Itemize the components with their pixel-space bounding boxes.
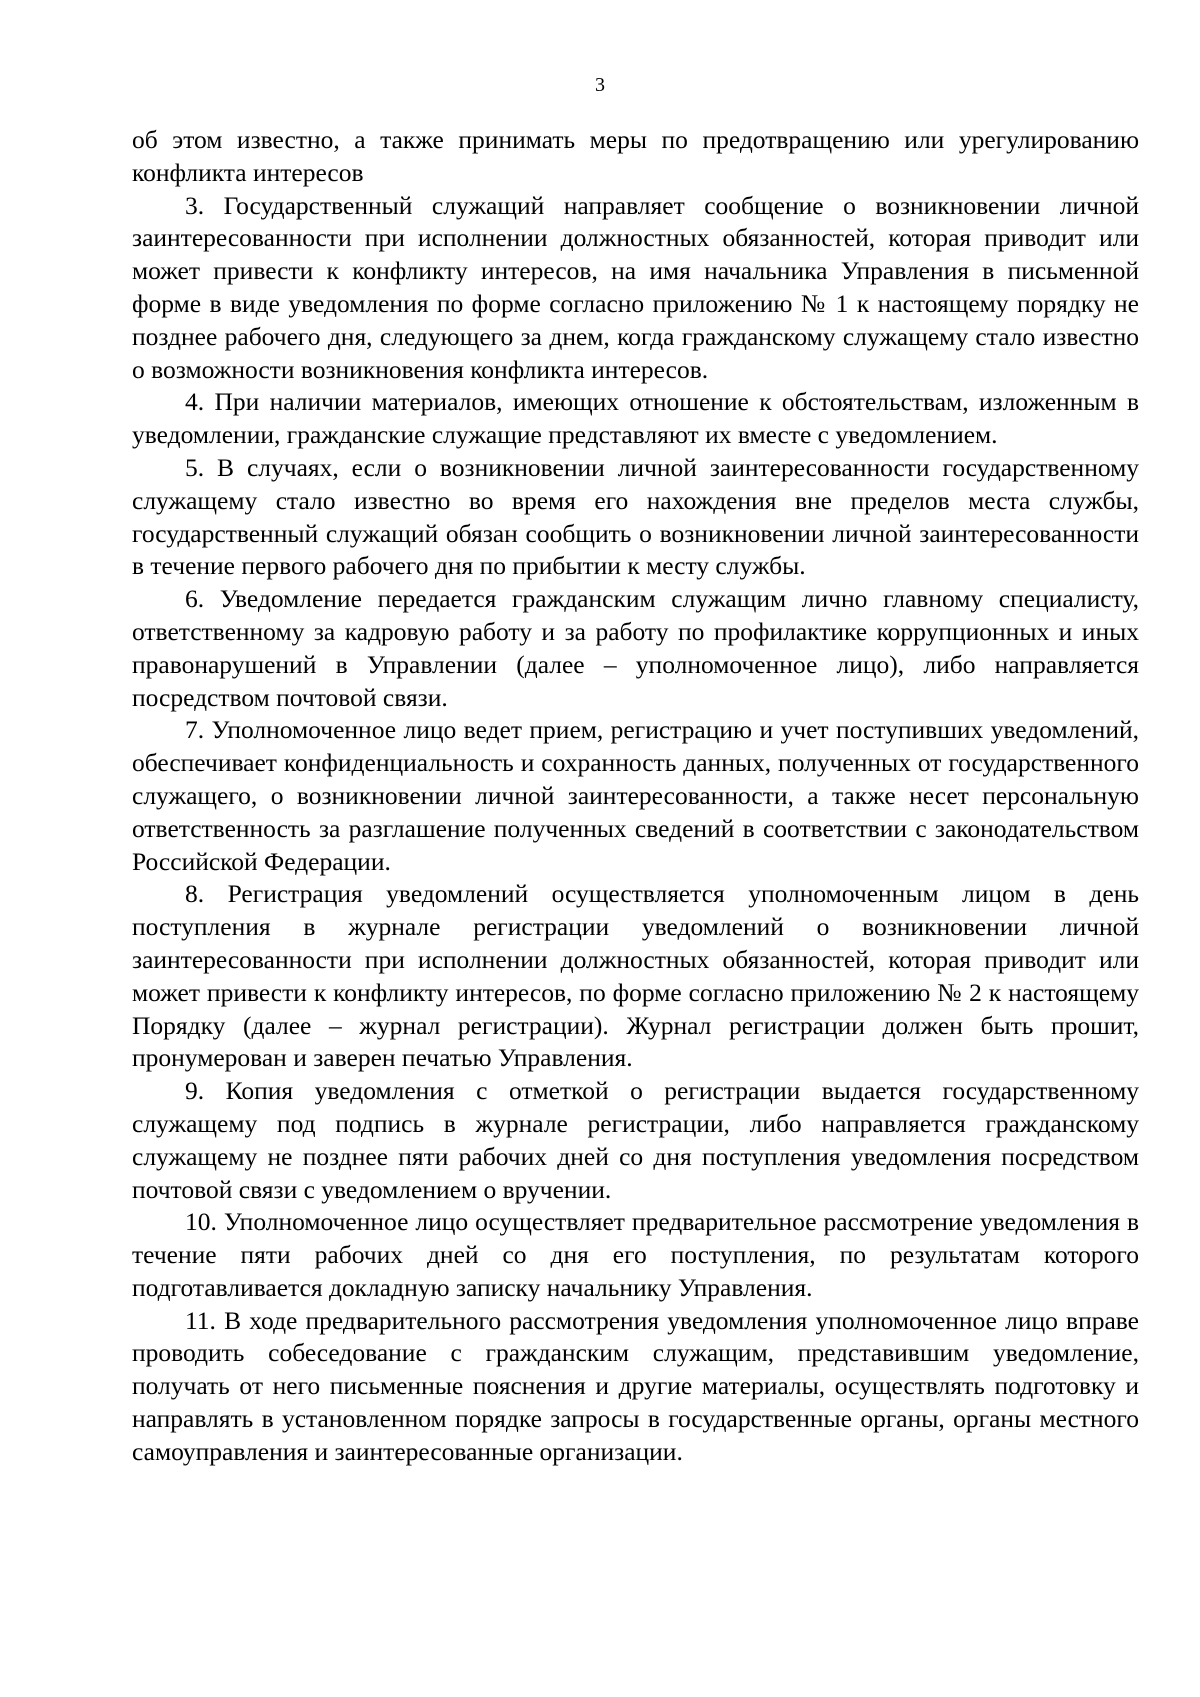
paragraph-item-11: 11. В ходе предварительного рассмотрения уведомления уполномоченное лицо вправе проводить собеседование с гражданским служащим, представившим уведомление, получать от него письменные пояснения и другие материалы, осуществлять подготовку и направлять в установленном порядке запросы в государственные органы, органы местного самоуправления и заинтересованные организации. — [132, 1305, 1139, 1466]
paragraph-item-3: 3. Государственный служащий направляет сообщение о возникновении личной заинтересованности при исполнении должностных обязанностей, которая приводит или может привести к конфликту интересов, на имя начальника Управления в письменной форме в виде уведомления по форме согласно приложению № 1 к настоящему порядку не позднее рабочего дня, следующего за днем, когда гражданскому служащему стало известно о возможности возникновения конфликта интересов. — [132, 190, 1139, 384]
paragraph-item-6: 6. Уведомление передается гражданским служащим лично главному специалисту, ответственному за кадровую работу и за работу по профилактике коррупционных и иных правонарушений в Управлении (далее – уполномоченное лицо), либо направляется посредством почтовой связи. — [132, 584, 1139, 712]
paragraph-continuation: об этом известно, а также принимать меры по предотвращению или урегулированию конфликта интересов — [132, 125, 1139, 187]
page-number: 3 — [595, 74, 605, 96]
paragraph-item-7: 7. Уполномоченное лицо ведет прием, регистрацию и учет поступивших уведомлений, обеспечивает конфиденциальность и сохранность данных, полученных от государственного служащего, о возникновении личной заинтересованности, а также несет персональную ответственность за разглашение полученных сведений в соответствии с законодательством Российской Федерации. — [132, 715, 1139, 876]
document-body — [132, 124, 1139, 1469]
paragraph-item-8: 8. Регистрация уведомлений осуществляется уполномоченным лицом в день поступления в журнале регистрации уведомлений о возникновении личной заинтересованности при исполнении должностных обязанностей, которая приводит или может привести к конфликту интересов, по форме согласно приложению № 2 к настоящему Порядку (далее – журнал регистрации). Журнал регистрации должен быть прошит, пронумерован и заверен печатью Управления. — [132, 879, 1139, 1073]
paragraph-item-10: 10. Уполномоченное лицо осуществляет предварительное рассмотрение уведомления в течение пяти рабочих дней со дня его поступления, по результатам которого подготавливается докладную записку начальнику Управления. — [132, 1207, 1139, 1302]
paragraph-item-4: 4. При наличии материалов, имеющих отношение к обстоятельствам, изложенным в уведомлении, гражданские служащие представляют их вместе с уведомлением. — [132, 387, 1139, 450]
paragraph-item-5: 5. В случаях, если о возникновении личной заинтересованности государственному служащему стало известно во время его нахождения вне пределов места службы, государственный служащий обязан сообщить о возникновении личной заинтересованности в течение первого рабочего дня по прибытии к месту службы. — [132, 452, 1139, 581]
paragraph-item-9: 9. Копия уведомления с отметкой о регистрации выдается государственному служащему под подпись в журнале регистрации, либо направляется гражданскому служащему не позднее пяти рабочих дней со дня поступления уведомления посредством почтовой связи с уведомлением о вручении. — [132, 1076, 1139, 1204]
